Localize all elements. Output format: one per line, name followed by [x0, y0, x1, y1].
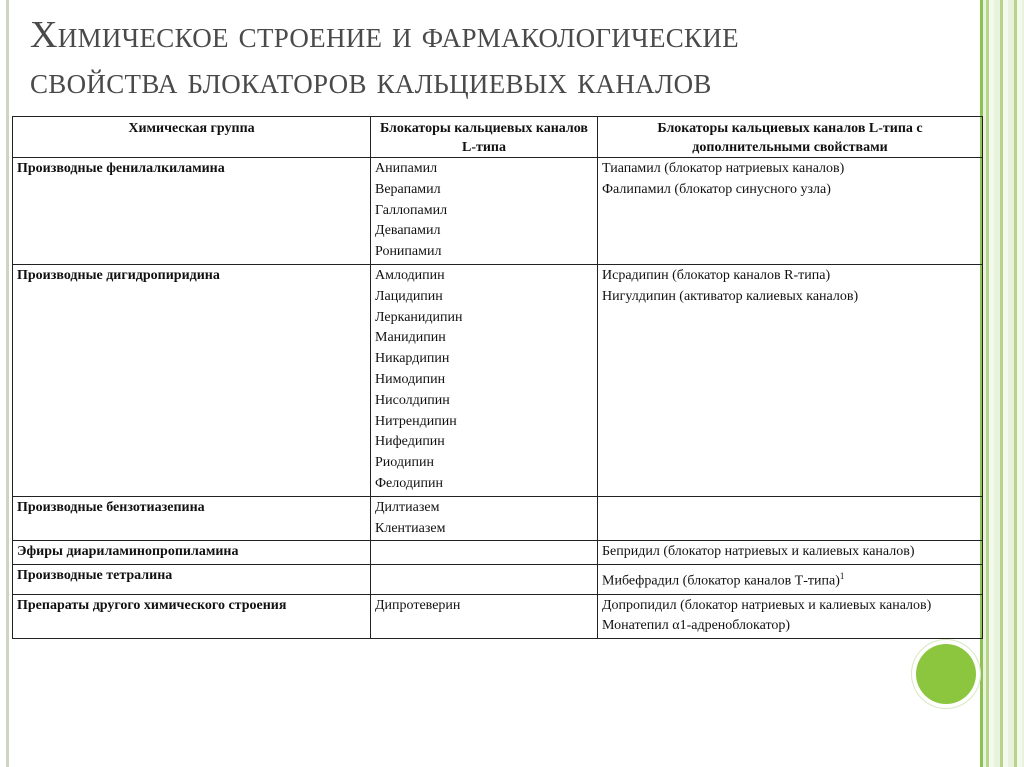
group-cell: Производные тетралина: [13, 565, 371, 594]
group-cell: Препараты другого химического строения: [13, 594, 371, 639]
extra-item-text: Мибефрадил (блокатор каналов Т-типа): [602, 573, 840, 589]
decorative-stripes: [980, 0, 1024, 767]
header-l-type-blockers: Блокаторы кальциевых каналов L-типа: [371, 117, 598, 158]
table-row: [13, 565, 983, 594]
drug-item: Нисолдипин: [375, 392, 450, 408]
drug-item: Нимодипин: [375, 371, 446, 387]
drug-item: Дипротеверин: [375, 597, 461, 613]
table-row: [13, 158, 983, 265]
drugs-cell: [371, 158, 598, 265]
drug-item: Риодипин: [375, 455, 434, 471]
group-cell: Эфиры диариламинопропиламина: [13, 541, 371, 565]
decorative-green-circle: [916, 644, 976, 704]
drugs-cell: [371, 541, 598, 565]
table-row: [13, 496, 983, 541]
extra-item: Бепридил (блокатор натриевых и калиевых каналов): [602, 544, 915, 560]
header-l-type-extra: Блокаторы кальциевых каналов L-типа с дополнительными свойствами: [598, 117, 983, 158]
table-header-row: [13, 117, 983, 158]
table-row: [13, 541, 983, 565]
drug-item: Девапамил: [375, 223, 441, 239]
drug-item: Дилтиазем: [375, 499, 440, 515]
extra-cell: [598, 565, 983, 594]
header-chemical-group: Химическая группа: [13, 117, 371, 158]
extra-cell: [598, 594, 983, 639]
table-row: [13, 594, 983, 639]
slide-title: [30, 12, 960, 104]
extra-item: Фалипамил (блокатор синусного узла): [602, 181, 831, 197]
group-cell: Производные бензотиазепина: [13, 496, 371, 541]
drug-item: Клентиазем: [375, 520, 446, 536]
drugs-cell: [371, 565, 598, 594]
title-line-2: свойства блокаторов кальциевых каналов: [30, 60, 712, 102]
table-row: [13, 264, 983, 496]
drug-item: Анипамил: [375, 161, 438, 176]
extra-cell: [598, 158, 983, 265]
drug-item: Фелодипин: [375, 475, 443, 491]
drug-item: Лацидипин: [375, 288, 443, 304]
drug-item: Нитрендипин: [375, 413, 457, 429]
table-container: [12, 116, 982, 639]
drug-item: Нифедипин: [375, 434, 445, 450]
group-cell: Производные дигидропиридина: [13, 264, 371, 496]
drugs-cell: [371, 594, 598, 639]
blockers-table: [12, 116, 983, 639]
extra-cell: [598, 541, 983, 565]
drug-item: Амлодипин: [375, 267, 445, 283]
left-border-line: [6, 0, 9, 767]
extra-item: Нигулдипин (активатор калиевых каналов): [602, 288, 859, 304]
drug-item: Галлопамил: [375, 202, 448, 218]
drug-item: Ронипамил: [375, 244, 442, 260]
drugs-cell: [371, 496, 598, 541]
drug-item: Лерканидипин: [375, 309, 463, 325]
footnote-marker: 1: [839, 571, 845, 582]
drugs-cell: [371, 264, 598, 496]
extra-cell: [598, 496, 983, 541]
extra-item: Тиапамил (блокатор натриевых каналов): [602, 161, 845, 176]
title-line-1: Химическое строение и фармакологические: [30, 14, 739, 56]
drug-item: Верапамил: [375, 181, 441, 197]
group-cell: Производные фенилалкиламина: [13, 158, 371, 265]
drug-item: Манидипин: [375, 330, 446, 346]
extra-item: [602, 566, 978, 592]
drug-item: Никардипин: [375, 351, 450, 367]
extra-item: Допропидил (блокатор натриевых и калиевых каналов) Монатепил α1-адреноблокатор): [602, 597, 932, 634]
extra-item: Исрадипин (блокатор каналов R-типа): [602, 267, 831, 283]
extra-cell: [598, 264, 983, 496]
